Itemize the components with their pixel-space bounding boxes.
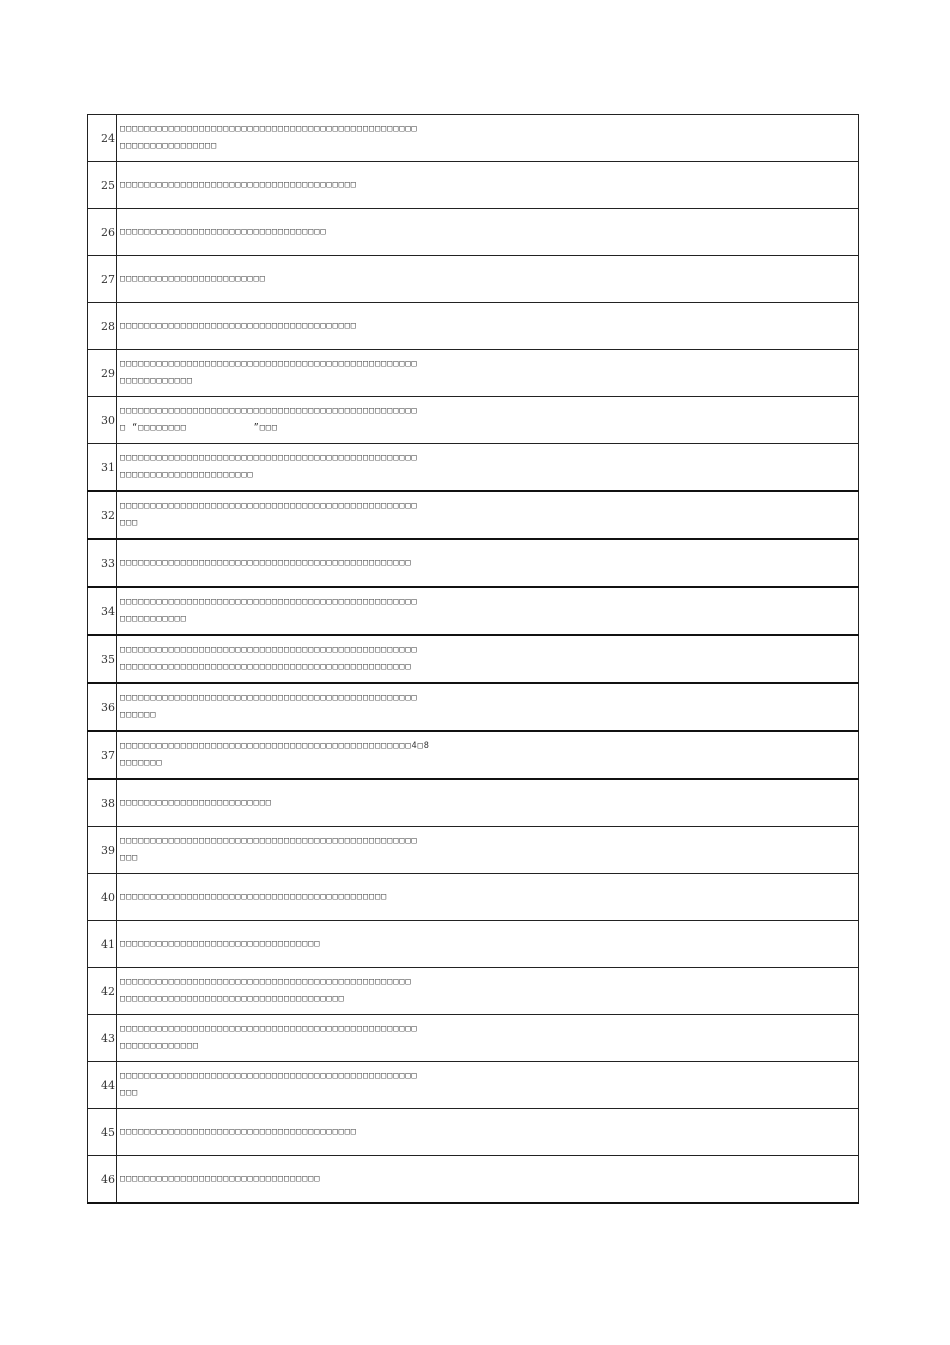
row-number: 28 — [88, 303, 117, 350]
table-row — [88, 1062, 859, 1109]
text-line: □□□□□□□□□□□□□□□□□□□□□□□□□ — [120, 797, 272, 808]
row-text — [117, 491, 859, 539]
row-number: 45 — [88, 1109, 117, 1156]
row-text — [117, 1156, 859, 1204]
row-number: 42 — [88, 968, 117, 1015]
row-text — [117, 444, 859, 492]
row-text — [117, 731, 859, 779]
row-text — [117, 115, 859, 162]
table-body — [88, 115, 859, 1204]
row-number: 46 — [88, 1156, 117, 1204]
row-number: 44 — [88, 1062, 117, 1109]
table-row — [88, 303, 859, 350]
text-line: □□□□□□□□□□□□□□□□□□□□□□□□□□□□□□□□□□□□□□□ — [120, 1126, 357, 1137]
row-number: 25 — [88, 162, 117, 209]
row-text — [117, 683, 859, 731]
row-text — [117, 162, 859, 209]
text-line: □□□□□□□□□□□□□□□□□□□□□□□□□□□□□□□□□□□□□□□□□□□□□□□□□ — [120, 359, 418, 369]
text-line: □□□□□□□□□□□□□□□□□□□□□□□□□□□□□□□□□□□□□□□□□□□□□□□□ — [120, 662, 412, 672]
row-number: 41 — [88, 921, 117, 968]
text-line: □□□□□□□□□□□□□□□□□□□□□□□□□□□□□□□□□□□□□ — [120, 994, 345, 1004]
row-number: 29 — [88, 350, 117, 397]
text-line: □□□□□□□□□□□□□□□□□□□□□□□□□□□□□□□□□□□□□□□□□□□□□□□□□ — [120, 124, 418, 134]
row-number: 26 — [88, 209, 117, 256]
text-line: □□□□□□□□□□□□□□□□□□□□□□□□□□□□□□□□□□□□□□□□□□□□□□□□□ — [120, 1024, 418, 1034]
text-line: □□□□□□□□□□□□□□□□□□□□□□□□□□□□□□□□□□□□□□□□□□□□□□□□□ — [120, 597, 418, 607]
text-line: □□□□□□□ — [120, 758, 163, 768]
text-line: □□□ — [120, 853, 139, 863]
row-number: 37 — [88, 731, 117, 779]
table-row — [88, 1109, 859, 1156]
row-text — [117, 350, 859, 397]
text-line: □□□□□□□□□□□□ — [120, 376, 193, 386]
numbered-item-table — [87, 114, 859, 1204]
text-line: □□□□□□□□□□□□□□□□□□□□□□□□□□□□□□□□□□□□□□□□□□□□□□□□□ — [120, 1071, 418, 1081]
table-row — [88, 587, 859, 635]
text-line: □□□□□□□□□□□□□□□□□□□□□□ — [120, 470, 254, 480]
table-row — [88, 350, 859, 397]
table-row — [88, 874, 859, 921]
row-number: 43 — [88, 1015, 117, 1062]
table-row — [88, 827, 859, 874]
text-line: □□□□□□□□□□□□□□□□□□□□□□□□□□□□□□□□□□□□□□□ — [120, 320, 357, 331]
text-line: □□□□□□□□□□□□□ — [120, 1041, 199, 1051]
row-text — [117, 256, 859, 303]
row-text — [117, 1062, 859, 1109]
text-line: □□□□□□□□□□□ — [120, 614, 187, 624]
text-line: □□□□□□□□□□□□□□□□□□□□□□□□□□□□□□□□□□□□□□□□□□□□□□□□□ — [120, 645, 418, 655]
table-row — [88, 444, 859, 492]
table-row — [88, 1156, 859, 1204]
text-line: □□□□□□□□□□□□□□□□□□□□□□□□□□□□□□□□□□□□□□□□□□□□□□□□□ — [120, 693, 418, 703]
text-line: □□□□□□□□□□□□□□□□□□□□□□□□□□□□□□□□□□□□□□□□□□□□□□□□4□8 — [120, 741, 430, 751]
row-number: 38 — [88, 779, 117, 827]
table-row — [88, 162, 859, 209]
row-number: 32 — [88, 491, 117, 539]
text-line: □□□ — [120, 1088, 139, 1098]
row-number: 30 — [88, 397, 117, 444]
table-row — [88, 731, 859, 779]
row-number: 35 — [88, 635, 117, 683]
text-line: □□□□□□□□□□□□□□□□□□□□□□□□ — [120, 273, 266, 284]
row-text — [117, 874, 859, 921]
row-text — [117, 587, 859, 635]
table-row — [88, 635, 859, 683]
text-line: □□□□□□□□□□□□□□□□□□□□□□□□□□□□□□□□□□□□□□□□□□□□□□□□ — [120, 977, 412, 987]
row-text — [117, 209, 859, 256]
row-text — [117, 397, 859, 444]
text-line: □ “□□□□□□□□ ”□□□ — [120, 423, 278, 433]
row-number: 34 — [88, 587, 117, 635]
table-row — [88, 115, 859, 162]
table-row — [88, 539, 859, 587]
text-line: □□□□□□□□□□□□□□□□□□□□□□□□□□□□□□□□□□ — [120, 226, 327, 237]
row-number: 40 — [88, 874, 117, 921]
row-text — [117, 779, 859, 827]
table-row — [88, 256, 859, 303]
table-row — [88, 921, 859, 968]
row-text — [117, 635, 859, 683]
table-row — [88, 779, 859, 827]
table-row — [88, 1015, 859, 1062]
text-line: □□□□□□□□□□□□□□□□□□□□□□□□□□□□□□□□□□□□□□□□□□□□□□□□□ — [120, 836, 418, 846]
row-number: 33 — [88, 539, 117, 587]
table-row — [88, 683, 859, 731]
row-text — [117, 303, 859, 350]
row-number: 31 — [88, 444, 117, 492]
table-row — [88, 491, 859, 539]
table-row — [88, 397, 859, 444]
text-line: □□□□□□□□□□□□□□□□□□□□□□□□□□□□□□□□□□□□□□□□□□□□ — [120, 891, 388, 902]
row-text — [117, 968, 859, 1015]
row-text — [117, 1109, 859, 1156]
row-text — [117, 1015, 859, 1062]
table-row — [88, 209, 859, 256]
text-line: □□□□□□□□□□□□□□□□□□□□□□□□□□□□□□□□□□□□□□□□□□□□□□□□□ — [120, 406, 418, 416]
text-line: □□□□□□□□□□□□□□□□□□□□□□□□□□□□□□□□□□□□□□□ — [120, 179, 357, 190]
row-number: 39 — [88, 827, 117, 874]
text-line: □□□□□□□□□□□□□□□□ — [120, 141, 218, 151]
row-number: 24 — [88, 115, 117, 162]
text-line: □□□□□□□□□□□□□□□□□□□□□□□□□□□□□□□□□□□□□□□□□□□□□□□□ — [120, 557, 412, 568]
row-text — [117, 827, 859, 874]
table-row — [88, 968, 859, 1015]
text-line: □□□□□□□□□□□□□□□□□□□□□□□□□□□□□□□□□□□□□□□□□□□□□□□□□ — [120, 501, 418, 511]
text-line: □□□□□□□□□□□□□□□□□□□□□□□□□□□□□□□□□ — [120, 1173, 321, 1184]
row-number: 36 — [88, 683, 117, 731]
row-number: 27 — [88, 256, 117, 303]
row-text — [117, 539, 859, 587]
text-line: □□□□□□□□□□□□□□□□□□□□□□□□□□□□□□□□□□□□□□□□□□□□□□□□□ — [120, 453, 418, 463]
text-line: □□□ — [120, 518, 139, 528]
row-text — [117, 921, 859, 968]
text-line: □□□□□□□□□□□□□□□□□□□□□□□□□□□□□□□□□ — [120, 938, 321, 949]
text-line: □□□□□□ — [120, 710, 157, 720]
